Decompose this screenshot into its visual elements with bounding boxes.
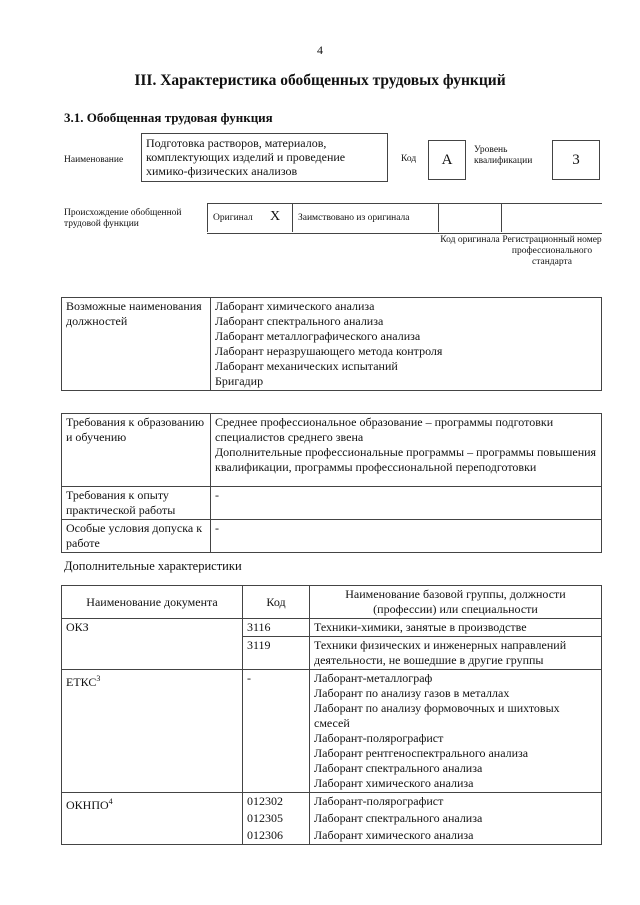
etks-item: Лаборант-полярографист <box>314 731 444 745</box>
education-value-2: Дополнительные профессиональные программы – программы повышения квалификации, программы профессиональной переподготовки <box>215 445 597 474</box>
experience-value: - <box>211 487 602 520</box>
okz-code: 3116 <box>243 619 310 637</box>
original-label: Оригинал <box>213 213 253 223</box>
position-item: Лаборант механических испытаний <box>215 359 398 373</box>
level-label: Уровень квалификации <box>474 145 533 166</box>
borrowed-label: Заимствовано из оригинала <box>298 213 410 223</box>
section-title: III. Характеристика обобщенных трудовых функций <box>134 72 506 89</box>
etks-footnote-mark: 3 <box>96 674 101 683</box>
education-value <box>211 414 602 487</box>
origin-divider <box>501 203 502 232</box>
etks-item: Лаборант химического анализа <box>314 776 474 790</box>
origin-label: Происхождение обобщенной трудовой функции <box>64 208 182 229</box>
oknpo-code: 012306 <box>243 827 310 845</box>
positions-list <box>211 298 602 391</box>
header-doc-name: Наименование документа <box>62 586 243 619</box>
header-code: Код <box>243 586 310 619</box>
okz-name: ОКЗ <box>62 619 243 670</box>
okz-group-name: Техники физических и инженерных направлений деятельности, не вошедшие в другие группы <box>310 637 602 670</box>
conditions-label: Особые условия допуска к работе <box>62 520 211 553</box>
etks-item: Лаборант-металлограф <box>314 671 433 685</box>
name-label: Наименование <box>64 155 124 165</box>
etks-list <box>310 670 602 793</box>
origin-divider <box>438 203 439 232</box>
positions-label: Возможные наименования должностей <box>62 298 211 391</box>
original-mark: X <box>270 209 281 224</box>
requirements-table <box>61 413 602 553</box>
etks-item: Лаборант по анализу газов в металлах <box>314 686 510 700</box>
function-name-box: Подготовка растворов, материалов, комплектующих изделий и проведение химико-физических анализов <box>141 133 388 182</box>
oknpo-code: 012302 <box>243 793 310 811</box>
position-item: Лаборант неразрушающего метода контроля <box>215 344 443 358</box>
oknpo-group-name: Лаборант химического анализа <box>310 827 602 845</box>
etks-name-text: ЕТКС <box>66 675 97 689</box>
origin-divider <box>292 203 293 232</box>
okz-group-name: Техники-химики, занятые в производстве <box>310 619 602 637</box>
oknpo-name-text: ОКНПО <box>66 798 109 812</box>
origin-divider <box>207 203 208 232</box>
position-item: Лаборант металлографического анализа <box>215 329 421 343</box>
header-group-name: Наименование базовой группы, должности (профессии) или специальности <box>310 586 602 619</box>
oknpo-name <box>62 793 243 845</box>
code-original-label: Код оригинала <box>440 235 500 245</box>
oknpo-code: 012305 <box>243 810 310 827</box>
position-item: Лаборант химического анализа <box>215 299 375 313</box>
etks-code: - <box>243 670 310 793</box>
code-label: Код <box>401 154 417 164</box>
etks-item: Лаборант по анализу формовочных и шихтовых смесей <box>314 701 560 730</box>
position-item: Лаборант спектрального анализа <box>215 314 384 328</box>
etks-name <box>62 670 243 793</box>
experience-label: Требования к опыту практической работы <box>62 487 211 520</box>
education-value-1: Среднее профессиональное образование – программы подготовки специалистов среднего звена <box>215 415 554 444</box>
reg-number-label: Регистрационный номер профессионального стандарта <box>502 235 602 267</box>
oknpo-group-name: Лаборант-полярографист <box>310 793 602 811</box>
additional-table <box>61 585 602 845</box>
oknpo-footnote-mark: 4 <box>108 797 113 806</box>
position-item: Бригадир <box>215 374 264 388</box>
page-number: 4 <box>317 43 323 57</box>
subsection-title: 3.1. Обобщенная трудовая функция <box>64 110 273 125</box>
additional-title: Дополнительные характеристики <box>64 559 242 573</box>
etks-item: Лаборант рентгеноспектрального анализа <box>314 746 529 760</box>
oknpo-group-name: Лаборант спектрального анализа <box>310 810 602 827</box>
education-label: Требования к образованию и обучению <box>62 414 211 487</box>
conditions-value: - <box>211 520 602 553</box>
okz-code: 3119 <box>243 637 310 670</box>
etks-item: Лаборант спектрального анализа <box>314 761 483 775</box>
level-value: 3 <box>552 140 600 180</box>
code-value: А <box>428 140 466 180</box>
positions-table <box>61 297 602 391</box>
